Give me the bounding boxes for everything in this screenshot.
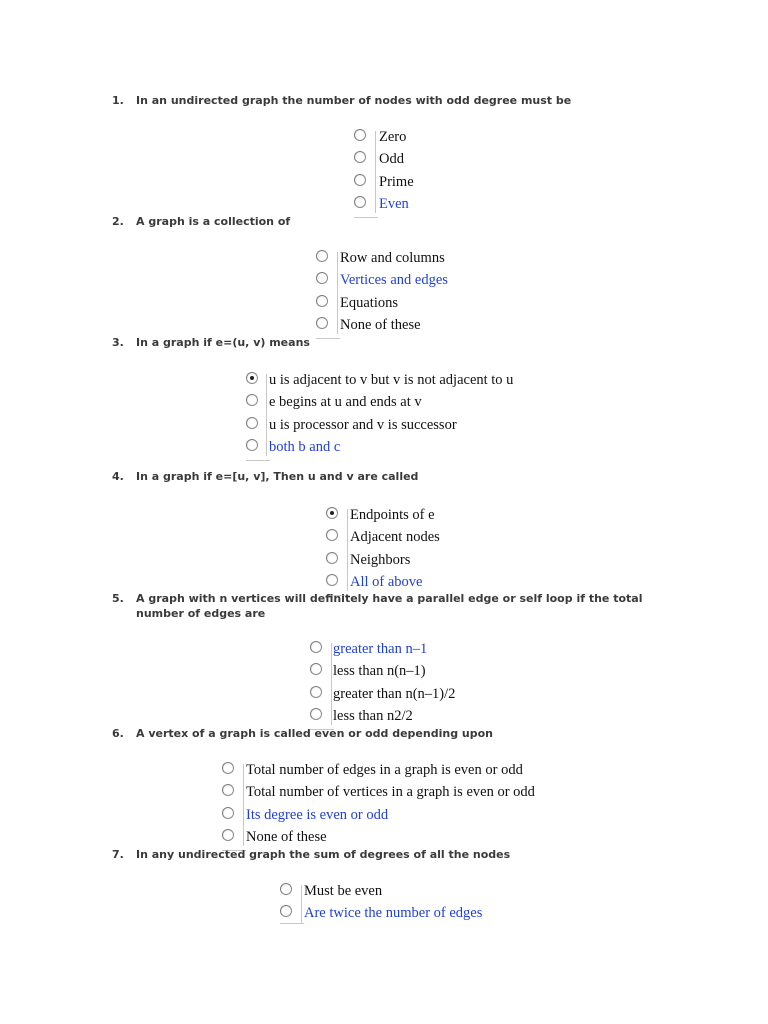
question-number: 2.	[112, 215, 124, 228]
question-number: 4.	[112, 470, 124, 483]
option-label: Zero	[379, 129, 407, 145]
question-number: 7.	[112, 848, 124, 861]
radio-button[interactable]	[246, 417, 258, 429]
option-label: Neighbors	[350, 551, 411, 568]
option-label: Total number of vertices in a graph is even or odd	[246, 784, 535, 801]
question-text: In a graph if e=[u, v], Then u and v are called	[136, 470, 419, 483]
option-label: greater than n(n–1)/2	[333, 685, 456, 702]
option-label: Are twice the number of edges	[304, 905, 483, 922]
option-label: Prime	[379, 173, 414, 190]
option-label: greater than n–1	[333, 641, 428, 657]
question-7	[112, 847, 672, 862]
option-label: e begins at u and ends at v	[269, 394, 422, 411]
question-text: In any undirected graph the sum of degrees of all the nodes	[136, 848, 511, 861]
option-label: Must be even	[304, 883, 383, 899]
question-text: A graph with n vertices will definitely have a parallel edge or self loop if the total number of edges are	[136, 592, 643, 620]
question-text: A vertex of a graph is called even or odd depending upon	[136, 727, 493, 740]
radio-button[interactable]	[310, 708, 322, 720]
radio-button[interactable]	[354, 129, 366, 141]
option-label: Odd	[379, 151, 404, 168]
radio-button[interactable]	[310, 663, 322, 675]
option-label: All of above	[350, 574, 423, 591]
radio-button[interactable]	[222, 784, 234, 796]
option-label: Endpoints of e	[350, 507, 435, 523]
option-label: Equations	[340, 294, 398, 311]
radio-button[interactable]	[326, 529, 338, 541]
option-label: Even	[379, 196, 409, 213]
option-label: both b and c	[269, 439, 341, 456]
option-label: Row and columns	[340, 250, 445, 266]
radio-button[interactable]	[280, 905, 292, 917]
radio-button-selected[interactable]	[326, 507, 338, 519]
radio-button[interactable]	[316, 272, 328, 284]
radio-button[interactable]	[222, 762, 234, 774]
radio-button[interactable]	[316, 250, 328, 262]
question-number: 5.	[112, 592, 124, 605]
radio-button[interactable]	[310, 686, 322, 698]
question-text: In an undirected graph the number of nodes with odd degree must be	[136, 94, 572, 107]
option-label: u is adjacent to v but v is not adjacent to u	[269, 372, 514, 388]
option-label: less than n(n–1)	[333, 663, 426, 680]
radio-button[interactable]	[354, 174, 366, 186]
radio-button[interactable]	[354, 196, 366, 208]
radio-button-selected[interactable]	[246, 372, 258, 384]
option-label: u is processor and v is successor	[269, 416, 457, 433]
radio-button[interactable]	[326, 552, 338, 564]
radio-button[interactable]	[246, 394, 258, 406]
radio-button[interactable]	[354, 151, 366, 163]
option-label: Total number of edges in a graph is even or odd	[246, 762, 523, 778]
option-label: Adjacent nodes	[350, 529, 440, 546]
question-5	[112, 591, 672, 621]
question-text: In a graph if e=(u, v) means	[136, 336, 310, 349]
option-label: Its degree is even or odd	[246, 806, 389, 823]
radio-button[interactable]	[316, 317, 328, 329]
radio-button[interactable]	[246, 439, 258, 451]
option-label: None of these	[340, 317, 421, 334]
radio-button[interactable]	[326, 574, 338, 586]
radio-button[interactable]	[316, 295, 328, 307]
question-3	[112, 335, 672, 350]
option-label: None of these	[246, 829, 327, 846]
question-number: 3.	[112, 336, 124, 349]
question-number: 1.	[112, 94, 124, 107]
question-number: 6.	[112, 727, 124, 740]
radio-button[interactable]	[280, 883, 292, 895]
question-6	[112, 726, 672, 741]
option-label: less than n2/2	[333, 708, 413, 725]
question-text: A graph is a collection of	[136, 215, 291, 228]
radio-button[interactable]	[310, 641, 322, 653]
question-1	[112, 93, 672, 108]
question-4	[112, 469, 672, 484]
question-2	[112, 214, 672, 229]
radio-button[interactable]	[222, 807, 234, 819]
option-label: Vertices and edges	[340, 272, 448, 289]
radio-button[interactable]	[222, 829, 234, 841]
